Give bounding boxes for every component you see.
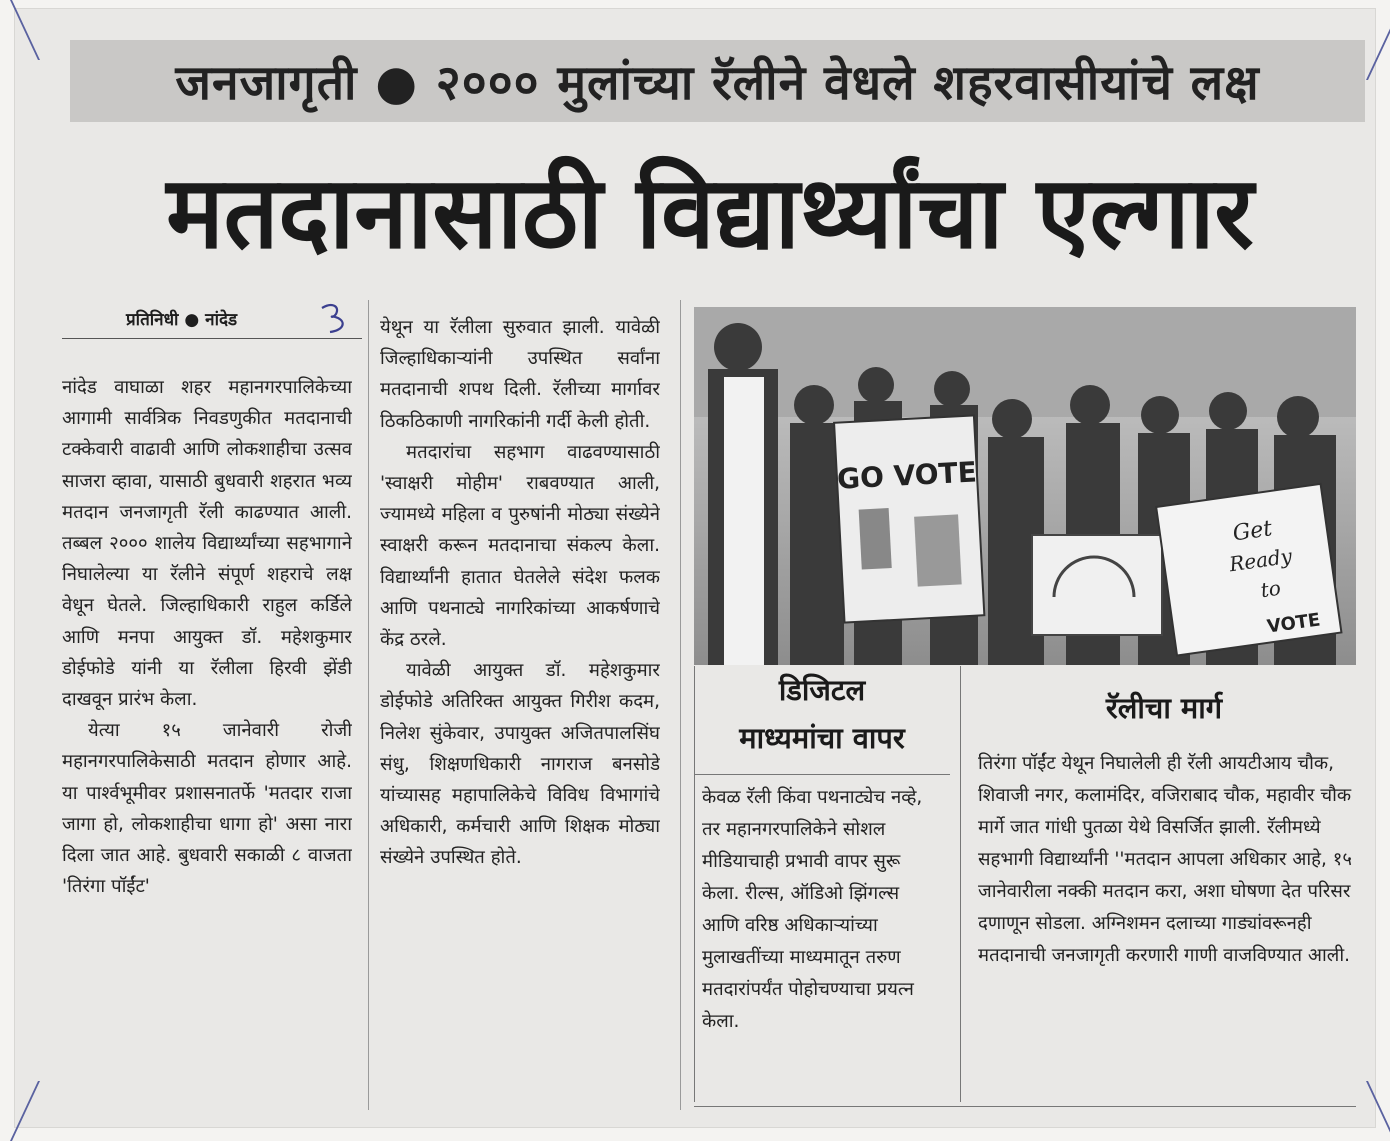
paragraph: यावेळी आयुक्त डॉ. महेशकुमार डोईफोडे अतिरिक्त आयुक्त गिरीश कदम, निलेश सुंकेवार, उपायुक्त अजितपालसिंघ संधु, शिक्षणधिकारी नागराज बनसोडे यांच्यासह महापालिकेचे विविध विभागांचे अधिकारी, कर्मचारी आणि शिक्षक मोठ्या संख्येने उपस्थित होते. <box>380 660 660 869</box>
paragraph: नांदेड वाघाळा शहर महानगरपालिकेच्या आगामी सार्वत्रिक निवडणुकीत मतदानाची टक्केवारी वाढावी आणि लोकशाहीचा उत्सव साजरा व्हावा, यासाठी बुधवारी शहरात भव्य मतदान जनजागृती रॅली काढण्यात आली. तब्बल २००० शालेय विद्यार्थ्यांच्या सहभागाने निघालेल्या या रॅलीने संपूर्ण शहराचे लक्ष वेधून घेतले. जिल्हाधिकारी राहुल कर्डिले आणि मनपा आयुक्त डॉ. महेशकुमार डोईफोडे यांनी या रॅलीला हिरवी झेंडी दाखवून प्रारंभ केला. <box>62 377 352 711</box>
box-rule <box>694 666 695 1102</box>
placard-text: to <box>1259 575 1283 603</box>
box-rule <box>960 666 961 1102</box>
rally-photo-image <box>694 307 1356 665</box>
placard-text: Get <box>1231 516 1274 547</box>
digital-box-text: केवळ रॅली किंवा पथनाट्येच नव्हे, तर महानगरपालिकेने सोशल मीडियाचाही प्रभावी वापर सुरू केला. रील्स, ऑडिओ झिंगल्स आणि वरिष्ठ अधिकाऱ्यांच्या मुलाखतींच्या माध्यमातून तरुण मतदारांपर्यंत पोहोचण्याचा प्रयत्न केला. <box>702 787 923 1032</box>
signature-mark <box>318 300 352 336</box>
placard-text: GO VOTE <box>836 455 978 496</box>
byline: प्रतिनिधी ● नांदेड <box>126 309 238 330</box>
placard-text: Ready <box>1227 543 1294 577</box>
headline: मतदानासाठी विद्यार्थ्यांचा एल्गार <box>166 154 1254 271</box>
paragraph: येथून या रॅलीला सुरुवात झाली. यावेळी जिल्हाधिकाऱ्यांनी उपस्थित सर्वांना मतदानाची शपथ दिली. रॅलीच्या मार्गावर ठिकठिकाणी नागरिकांनी गर्दी केली होती. <box>380 317 660 432</box>
digital-box-title <box>694 666 950 770</box>
paragraph: येत्या १५ जानेवारी रोजी महानगरपालिकेसाठी मतदान होणार आहे. या पार्श्वभूमीवर प्रशासनातर्फे 'मतदार राजा जागा हो, लोकशाहीचा धागा हो' असा नारा दिला जात आहे. बुधवारी सकाळी ८ वाजता 'तिरंगा पॉईंट' <box>62 720 352 898</box>
article-column-1 <box>62 372 352 1132</box>
route-box-text: तिरंगा पॉईंट येथून निघालेली ही रॅली आयटीआय चौक, शिवाजी नगर, कलामंदिर, वजिराबाद चौक, महावीर चौक मार्गे जात गांधी पुतळा येथे विसर्जित झाली. रॅलीमध्ये सहभागी विद्यार्थ्यांनी ''मतदान आपला अधिकार आहे, १५ जानेवारीला नक्की मतदान करा, अशा घोषणा देत परिसर दणाणून सोडला. अग्निशमन दलाच्या गाड्यांवरूनही मतदानाची जनजागृती करणारी गाणी वाजविण्यात आली. <box>978 753 1352 966</box>
box-rule <box>694 774 950 775</box>
column-rule <box>368 300 369 1110</box>
digital-title-line-1: डिजिटल <box>778 673 866 707</box>
article-column-2 <box>380 312 660 1112</box>
rally-photo <box>694 307 1356 665</box>
byline-rule <box>62 338 362 339</box>
placard-text: VOTE <box>1265 609 1322 638</box>
box-rule <box>694 1106 1356 1107</box>
digital-title-line-2: माध्यमांचा वापर <box>739 721 905 755</box>
route-box-title: रॅलीचा मार्ग <box>1105 691 1223 725</box>
kicker-strip: जनजागृती ● २००० मुलांच्या रॅलीने वेधले शहरवासीयांचे लक्ष <box>70 40 1365 122</box>
column-rule <box>680 300 681 1110</box>
paragraph: मतदारांचा सहभाग वाढवण्यासाठी 'स्वाक्षरी मोहीम' राबवण्यात आली, ज्यामध्ये महिला व पुरुषांनी मोठ्या संख्येने स्वाक्षरी करून मतदानाचा संकल्प केला. विद्यार्थ्यांनी हातात घेतलेले संदेश फलक आणि पथनाट्ये नागरिकांच्या आकर्षणाचे केंद्र ठरले. <box>380 441 660 651</box>
